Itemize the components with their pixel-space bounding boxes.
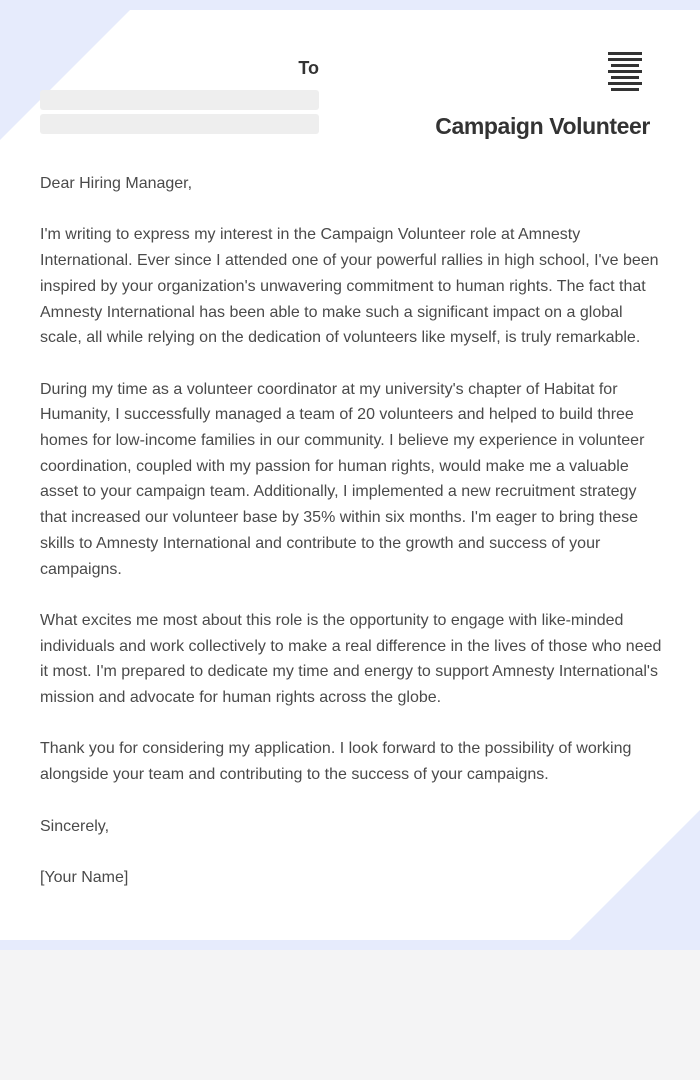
document-lines-icon (608, 52, 642, 92)
paragraph: I'm writing to express my interest in the Campaign Volunteer role at Amnesty International. Ever since I attended one of your powerful rallies in high school, I've been inspired by your organization's unwavering commitment to human rights. The fact that Amnesty International has been able to make such a significant impact on a global scale, all while relying on the dedication of volunteers like myself, is truly remarkable. (40, 226, 659, 347)
paragraph: Thank you for considering my application. I look forward to the possibility of working alongside your team and contributing to the success of your campaigns. (40, 740, 632, 784)
letter-card (0, 10, 700, 940)
document-title: Campaign Volunteer (435, 113, 650, 139)
recipient-address-line-2 (40, 114, 319, 134)
salutation: Dear Hiring Manager, (40, 175, 193, 192)
recipient-address-line-1 (40, 90, 319, 110)
paragraph: What excites me most about this role is the opportunity to engage with like-minded individuals and work collectively to make a real difference in the lives of those who need it most. I'm prepared to dedicate my time and energy to support Amnesty International's mission and advocate for human rights across the globe. (40, 611, 662, 707)
closing: Sincerely, (40, 817, 110, 835)
paragraph: During my time as a volunteer coordinator at my university's chapter of Habitat for Humanity, I successfully managed a team of 20 volunteers and helped to build three homes for low-income families in our community. I believe my experience in volunteer coordination, coupled with my passion for human rights, would make me a valuable asset to your campaign team. Additionally, I implemented a new recruitment strategy that increased our volunteer base by 35% within six months. I'm eager to bring these skills to Amnesty International and contribute to the growth and success of your campaigns. (40, 380, 645, 578)
letter-body (40, 171, 665, 916)
signature: [Your Name] (40, 868, 129, 886)
recipient-to-label: To (298, 58, 319, 78)
